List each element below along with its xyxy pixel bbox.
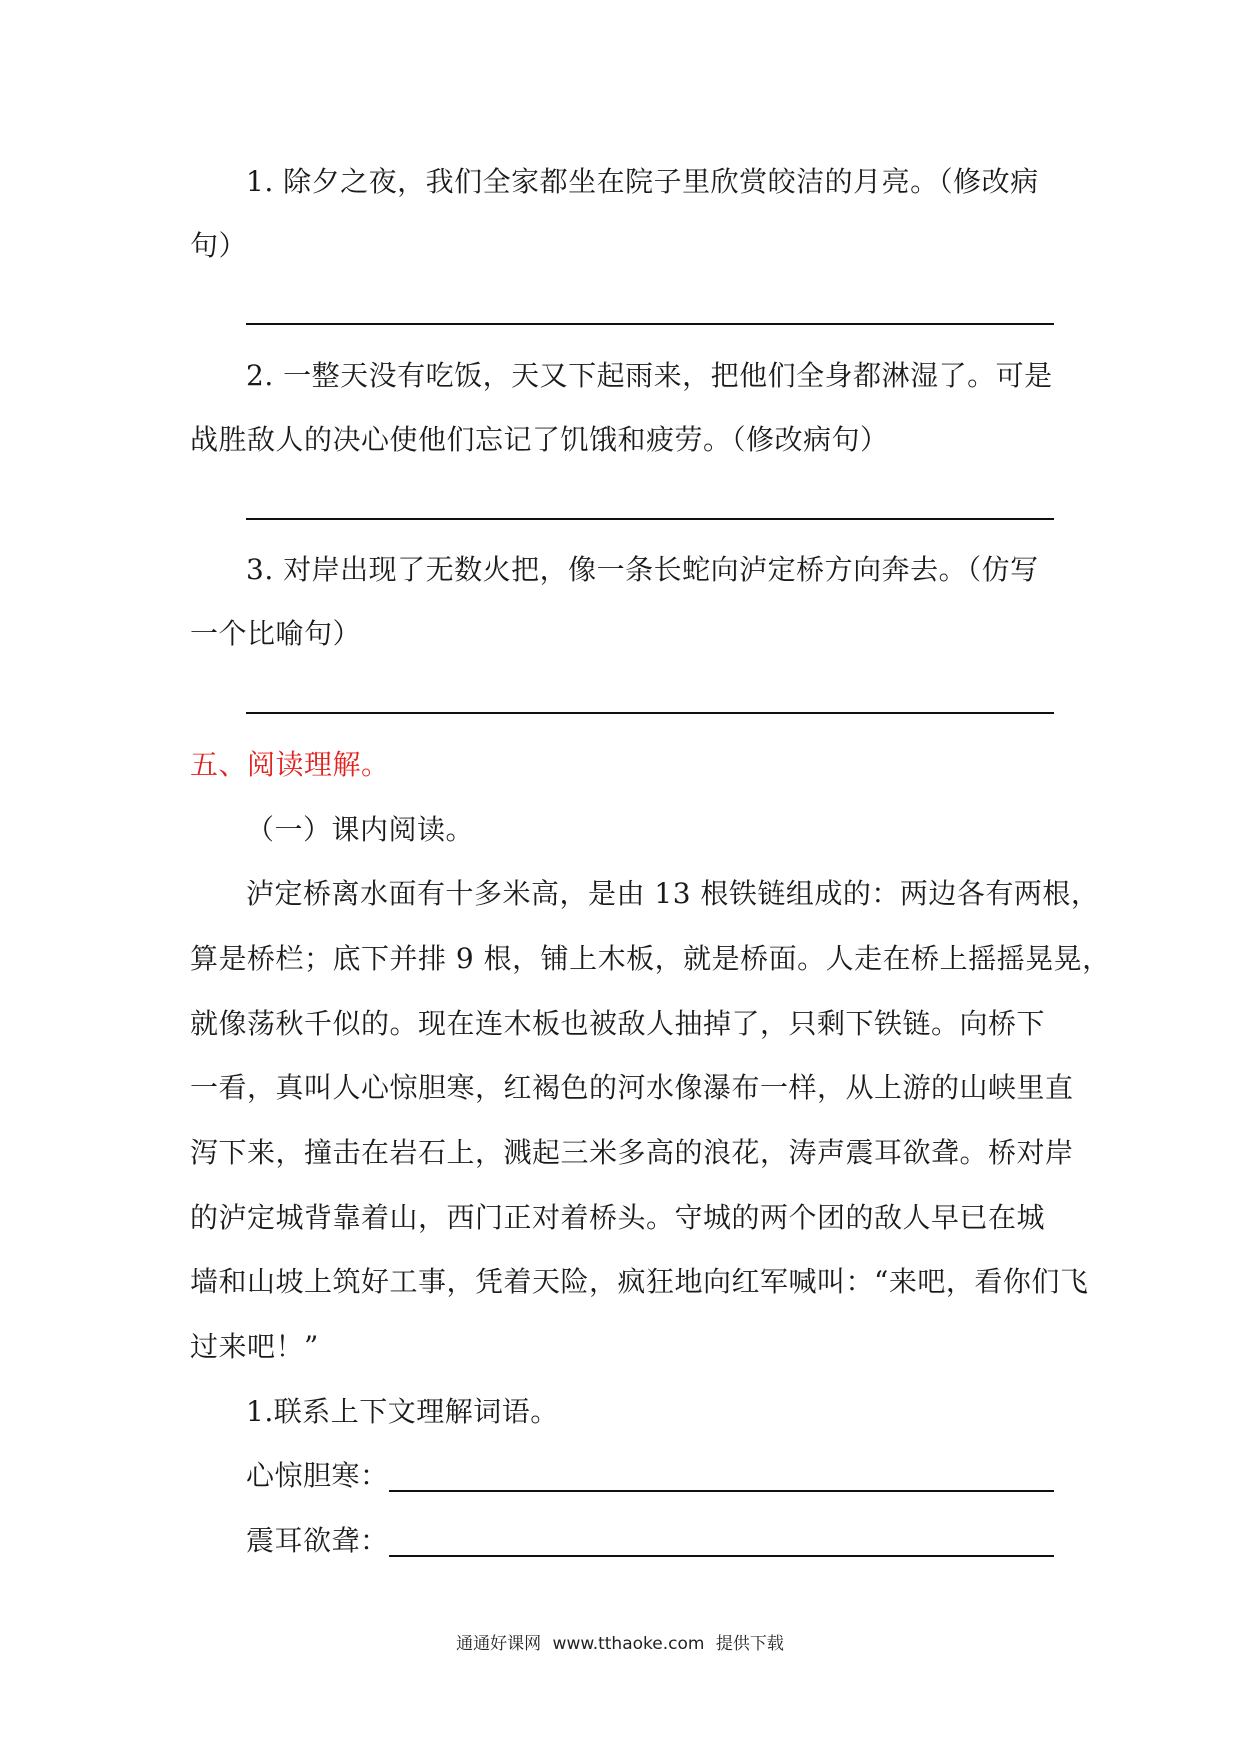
question-1-text-cont: 句） [190,229,248,262]
passage-line: 泸定桥离水面有十多米高，是由 13 根铁链组成的：两边各有两根， [246,877,1100,910]
reading-question-1: 1.联系上下文理解词语。 [246,1395,559,1428]
passage-line: 的泸定城背靠着山，西门正对着桥头。守城的两个团的敌人早已在城 [190,1201,1046,1234]
question-1-text: 1. 除夕之夜，我们全家都坐在院子里欣赏皎洁的月亮。（修改病 [246,165,1039,198]
question-3-text-cont: 一个比喻句） [190,617,362,650]
vocab-answer-blank[interactable] [389,1490,1054,1492]
question-2-text-cont: 战胜敌人的决心使他们忘记了饥饿和疲劳。（修改病句） [190,423,889,456]
passage-line: 过来吧！” [190,1330,319,1363]
vocab-label: 心惊胆寒： [246,1459,389,1492]
passage-line: 就像荡秋千似的。现在连木板也被敌人抽掉了，只剩下铁链。向桥下 [190,1007,1046,1040]
question-3-text: 3. 对岸出现了无数火把，像一条长蛇向泸定桥方向奔去。（仿写 [246,553,1039,586]
vocab-field-zhenerryulong [246,1521,1054,1561]
question-1-answer-line[interactable] [246,323,1054,325]
section-title: 五、阅读理解。 [190,748,390,781]
question-3-answer-line[interactable] [246,712,1054,714]
passage-line: 算是桥栏；底下并排 9 根，铺上木板，就是桥面。人走在桥上摇摇晃晃， [190,942,1111,975]
question-2-answer-line[interactable] [246,518,1054,520]
vocab-answer-blank[interactable] [389,1555,1054,1557]
passage-line: 泻下来，撞击在岩石上，溅起三米多高的浪花，涛声震耳欲聋。桥对岸 [190,1136,1074,1169]
vocab-label: 震耳欲聋： [246,1524,389,1557]
passage-line: 一看，真叫人心惊胆寒，红褐色的河水像瀑布一样，从上游的山峡里直 [190,1071,1074,1104]
section-subtitle: （一）课内阅读。 [246,813,475,846]
page-footer: 通通好课网 www.tthaoke.com 提供下载 [456,1634,784,1654]
vocab-field-xinjingdanhan [246,1456,1054,1496]
passage-line: 墙和山坡上筑好工事，凭着天险，疯狂地向红军喊叫：“来吧，看你们飞 [190,1265,1089,1298]
question-2-text: 2. 一整天没有吃饭，天又下起雨来，把他们全身都淋湿了。可是 [246,359,1053,392]
